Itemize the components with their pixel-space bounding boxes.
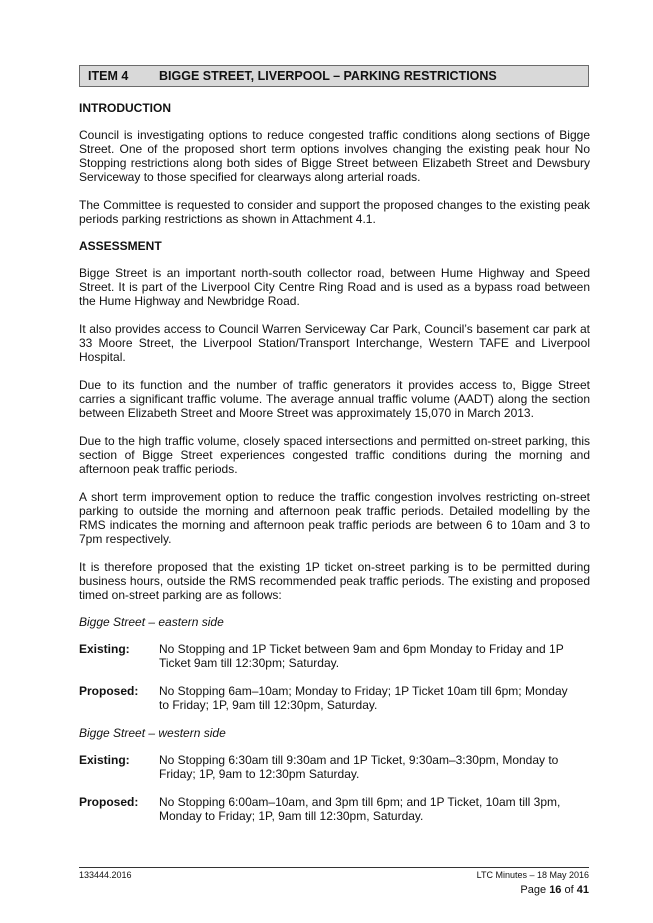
eastern-existing-label: Existing: (79, 642, 130, 656)
intro-paragraph-1: Council is investigating options to reduce congested traffic conditions along sections of Bigge Street. One of the proposed short term options involves changing the existing peak hour No Stopping restrictions along both sides of Bigge Street between Elizabeth Street and Dewsbury Serviceway to those specified for clearways along arterial roads. (79, 128, 590, 184)
western-existing-label: Existing: (79, 753, 130, 767)
footer-doc-number: 133444.2016 (79, 870, 132, 880)
item-number: ITEM 4 (88, 69, 129, 83)
assessment-paragraph-1: Bigge Street is an important north-south collector road, between Hume Highway and Speed Street. It is part of the Liverpool City Centre Ring Road and is used as a bypass road between the Hume Highway and Newbridge Road. (79, 266, 590, 308)
assessment-paragraph-5: A short term improvement option to reduce the traffic congestion involves restricting on-street parking to outside the morning and afternoon peak traffic periods. Detailed modelling by the RMS indicates the morning and afternoon peak traffic periods are between 6 to 10am and 3 to 7pm respectively. (79, 490, 590, 546)
assessment-paragraph-2: It also provides access to Council Warren Serviceway Car Park, Council’s basement car park at 33 Moore Street, the Liverpool Station/Transport Interchange, Western TAFE and Liverpool Hospital. (79, 322, 590, 364)
eastern-proposed-label: Proposed: (79, 684, 139, 698)
eastern-side-subheading: Bigge Street – eastern side (79, 615, 224, 629)
eastern-existing-text: No Stopping and 1P Ticket between 9am and 6pm Monday to Friday and 1P Ticket 9am till 12:30pm; Saturday. (159, 642, 564, 670)
assessment-paragraph-6: It is therefore proposed that the existing 1P ticket on-street parking is to be permitted during business hours, outside the RMS recommended peak traffic periods. The existing and proposed timed on-street parking are as follows: (79, 560, 590, 602)
assessment-paragraph-4: Due to the high traffic volume, closely spaced intersections and permitted on-street parking, this section of Bigge Street experiences congested traffic conditions during the morning and afternoon peak traffic periods. (79, 434, 590, 476)
item-header-box (79, 65, 589, 87)
footer-minutes-date: LTC Minutes – 18 May 2016 (476, 870, 589, 880)
page-current: 16 (549, 884, 562, 896)
western-side-subheading: Bigge Street – western side (79, 726, 226, 740)
introduction-heading: INTRODUCTION (79, 101, 171, 115)
page-number (520, 884, 589, 896)
western-proposed-text: No Stopping 6:00am–10am, and 3pm till 6pm; and 1P Ticket, 10am till 3pm, Monday to Friday; 1P, 9am till 12:30pm, Saturday. (159, 795, 561, 823)
assessment-heading: ASSESSMENT (79, 239, 162, 253)
eastern-proposed-text: No Stopping 6am–10am; Monday to Friday; 1P Ticket 10am till 6pm; Monday to Friday; 1P, 9am till 12:30pm, Saturday. (159, 684, 568, 712)
western-proposed-label: Proposed: (79, 795, 139, 809)
western-existing-text: No Stopping 6:30am till 9:30am and 1P Ticket, 9:30am–3:30pm, Monday to Friday; 1P, 9am to 12:30pm Saturday. (159, 753, 559, 781)
page-of-word: of (564, 884, 574, 896)
item-title: BIGGE STREET, LIVERPOOL – PARKING RESTRICTIONS (159, 69, 497, 83)
page-word: Page (520, 884, 547, 896)
footer-divider (79, 867, 589, 868)
assessment-paragraph-3: Due to its function and the number of traffic generators it provides access to, Bigge Street carries a significant traffic volume. The average annual traffic volume (AADT) along the section between Elizabeth Street and Moore Street was approximately 15,070 in March 2013. (79, 378, 590, 420)
page-total: 41 (576, 884, 589, 896)
intro-paragraph-2: The Committee is requested to consider and support the proposed changes to the existing peak periods parking restrictions as shown in Attachment 4.1. (79, 198, 590, 226)
